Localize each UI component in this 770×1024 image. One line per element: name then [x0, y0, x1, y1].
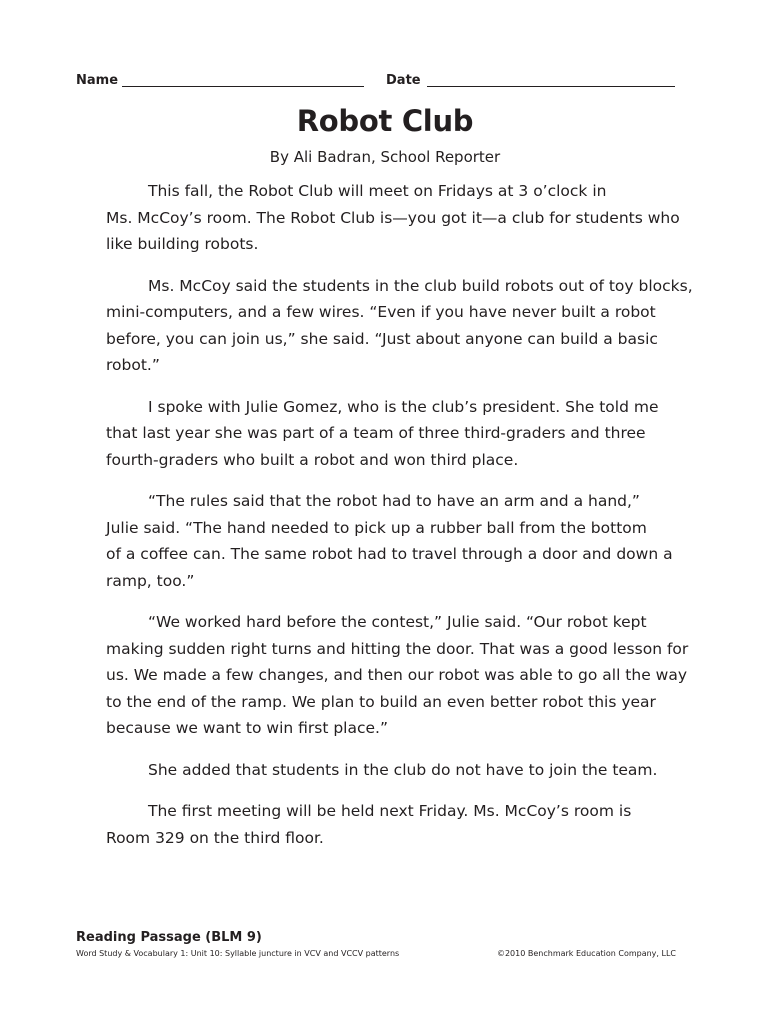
article-paragraph: [106, 609, 689, 742]
article-paragraph: [106, 757, 666, 784]
article-paragraph: [106, 178, 680, 258]
article-paragraph: [106, 394, 666, 474]
paragraph-line: robot.”: [106, 356, 160, 374]
article-paragraph: [106, 488, 673, 594]
paragraph-line: to the end of the ramp. We plan to build an even better robot this year: [106, 692, 656, 711]
paragraph-line: us. We made a few changes, and then our robot was able to go all the way: [106, 666, 688, 684]
paragraph-line: This fall, the Robot Club will meet on Fridays at 3 o’clock in: [148, 182, 607, 200]
footer-copyright: ©2010 Benchmark Education Company, LLC: [496, 949, 676, 958]
article-body: [106, 178, 693, 866]
footer-subtitle: Word Study & Vocabulary 1: Unit 10: Syllable juncture in VCV and VCCV patterns: [76, 949, 400, 958]
name-label: Name: [76, 73, 119, 88]
paragraph-line: I spoke with Julie Gomez, who is the club’s president. She told me: [148, 397, 659, 416]
article-paragraph: [106, 798, 666, 851]
paragraph-line: “The rules said that the robot had to have an arm and a hand,”: [148, 492, 640, 510]
name-date-header: [76, 70, 676, 90]
date-field-line[interactable]: [427, 86, 675, 87]
name-field-line[interactable]: [122, 86, 364, 87]
paragraph-line: that last year she was part of a team of three third-graders and three: [106, 424, 646, 442]
paragraph-line: of a coffee can. The same robot had to travel through a door and down a: [106, 545, 673, 563]
paragraph-line: before, you can join us,” she said. “Just about anyone can build a basic: [106, 329, 658, 348]
paragraph-line: because we want to win first place.”: [106, 719, 388, 737]
paragraph-line: like building robots.: [106, 235, 259, 253]
paragraph-line: mini-computers, and a few wires. “Even if you have never built a robot: [106, 303, 656, 321]
paragraph-line: Ms. McCoy’s room. The Robot Club is—you got it—a club for students who: [106, 208, 680, 227]
date-label: Date: [386, 73, 421, 88]
paragraph-line: making sudden right turns and hitting the door. That was a good lesson for: [106, 639, 689, 658]
paragraph-line: Julie said. “The hand needed to pick up a rubber ball from the bottom: [106, 518, 647, 537]
article-title: Robot Club: [296, 104, 474, 138]
paragraph-line: Room 329 on the third floor.: [106, 828, 324, 847]
paragraph-line: The first meeting will be held next Friday. Ms. McCoy’s room is: [148, 802, 632, 820]
article-paragraph: [106, 273, 693, 379]
footer-title: Reading Passage (BLM 9): [76, 930, 262, 945]
paragraph-line: ramp, too.”: [106, 571, 195, 590]
paragraph-line: “We worked hard before the contest,” Julie said. “Our robot kept: [148, 613, 647, 631]
paragraph-line: She added that students in the club do not have to join the team.: [148, 760, 658, 779]
paragraph-line: fourth-graders who built a robot and won third place.: [106, 450, 519, 469]
paragraph-line: Ms. McCoy said the students in the club build robots out of toy blocks,: [148, 276, 693, 295]
article-byline: By Ali Badran, School Reporter: [269, 148, 501, 166]
